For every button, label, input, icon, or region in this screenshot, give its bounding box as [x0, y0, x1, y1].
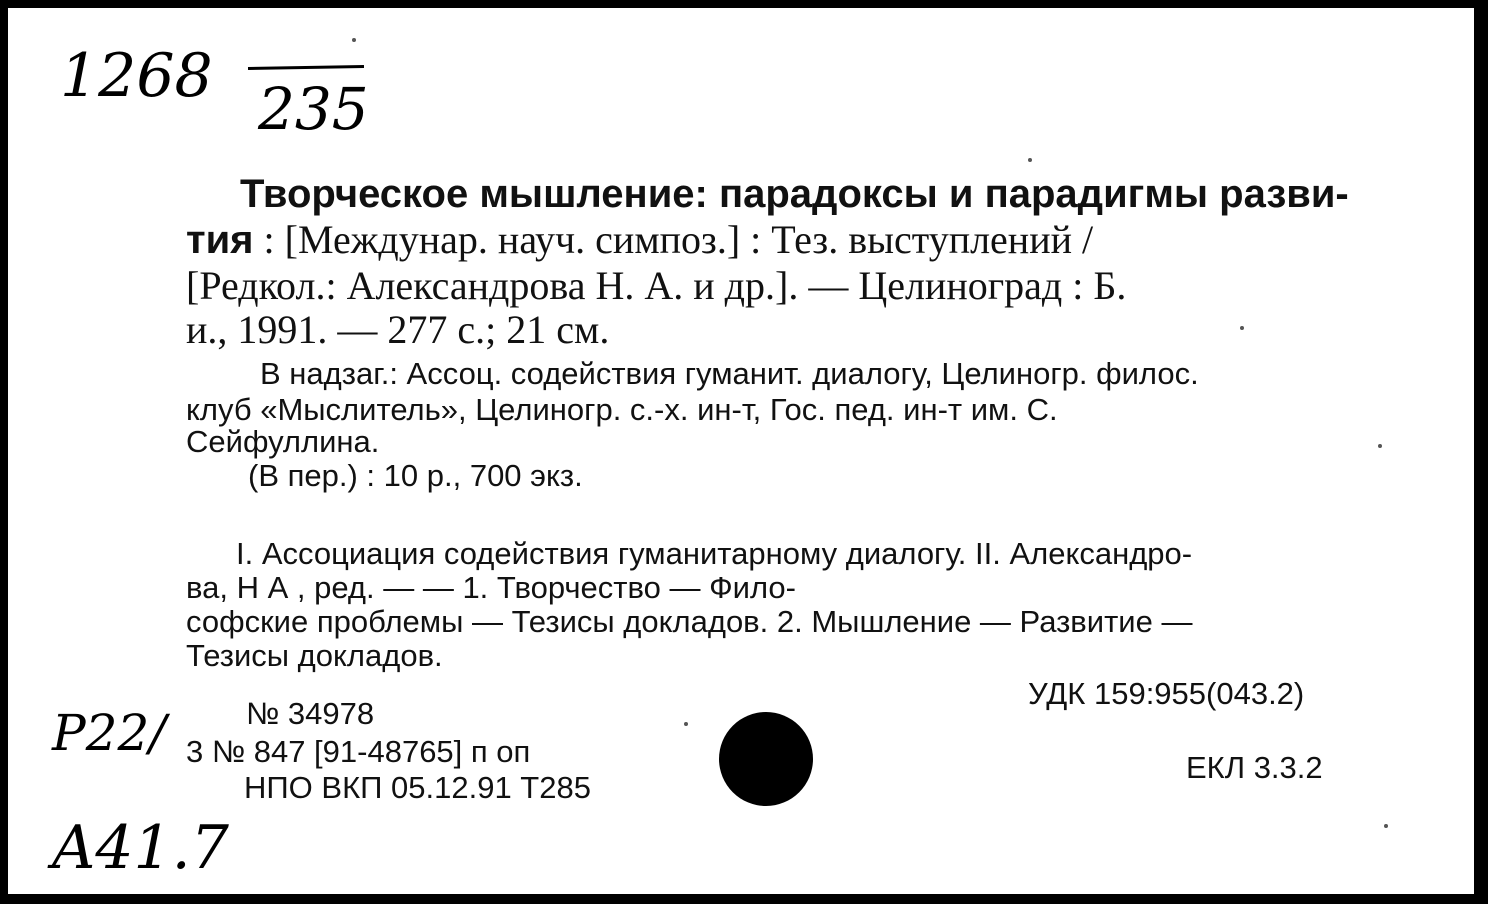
- scan-speck: [1378, 444, 1382, 448]
- scan-speck: [352, 38, 356, 42]
- handwritten-shelfmark-bottom: 235: [258, 75, 369, 143]
- order-line: 3 № 847 [91-48765] п оп: [186, 734, 531, 769]
- note-line-4: (В пер.) : 10 р., 700 экз.: [248, 458, 583, 493]
- subjects-line-3: софские проблемы — Тезисы докладов. 2. Мышление — Развитие —: [186, 604, 1193, 639]
- handwritten-mark-a: A41.7: [52, 813, 229, 883]
- scan-speck: [1384, 824, 1388, 828]
- note-line-1: В надзаг.: Ассоц. содействия гуманит. диалогу, Целиногр. филос.: [260, 356, 1199, 391]
- title-bold-1: Творческое мышление: парадоксы и парадигмы разви-: [240, 172, 1349, 216]
- note-line-3: Сейфуллина.: [186, 424, 380, 459]
- punch-hole: [719, 712, 813, 806]
- subjects-line-2: ва, Н А , ред. — — 1. Творчество — Фило-: [186, 570, 796, 605]
- scan-speck: [1028, 158, 1032, 162]
- record-number: № 34978: [246, 696, 375, 731]
- udk-code: УДК 159:955(043.2): [1028, 676, 1305, 711]
- title-line-3: [Редкол.: Александрова Н. А. и др.]. — Целиноград : Б.: [186, 263, 1127, 308]
- title-bold-2: тия: [186, 218, 254, 262]
- catalog-card: [8, 8, 1480, 894]
- shelfmark-divider: [248, 65, 364, 70]
- handwritten-shelfmark-top: 1268: [60, 41, 213, 111]
- subjects-line-1: I. Ассоциация содействия гуманитарному диалогу. II. Александро-: [236, 536, 1193, 571]
- scan-speck: [684, 722, 688, 726]
- title-rest-2: : [Междунар. науч. симпоз.] : Тез. выступлений /: [253, 217, 1094, 262]
- title-line-2: [186, 217, 1094, 262]
- scan-speck: [1240, 326, 1244, 330]
- handwritten-mark-p: P22/: [52, 704, 167, 762]
- ekl-code: ЕКЛ 3.3.2: [1186, 750, 1323, 785]
- title-line-4: и., 1991. — 277 с.; 21 см.: [186, 307, 610, 352]
- printer-line: НПО ВКП 05.12.91 Т285: [244, 770, 591, 805]
- subjects-line-4: Тезисы докладов.: [186, 638, 443, 673]
- note-line-2: клуб «Мыслитель», Целиногр. с.-х. ин-т, Гос. пед. ин-т им. С.: [186, 392, 1058, 427]
- title-line-1: [240, 174, 1349, 214]
